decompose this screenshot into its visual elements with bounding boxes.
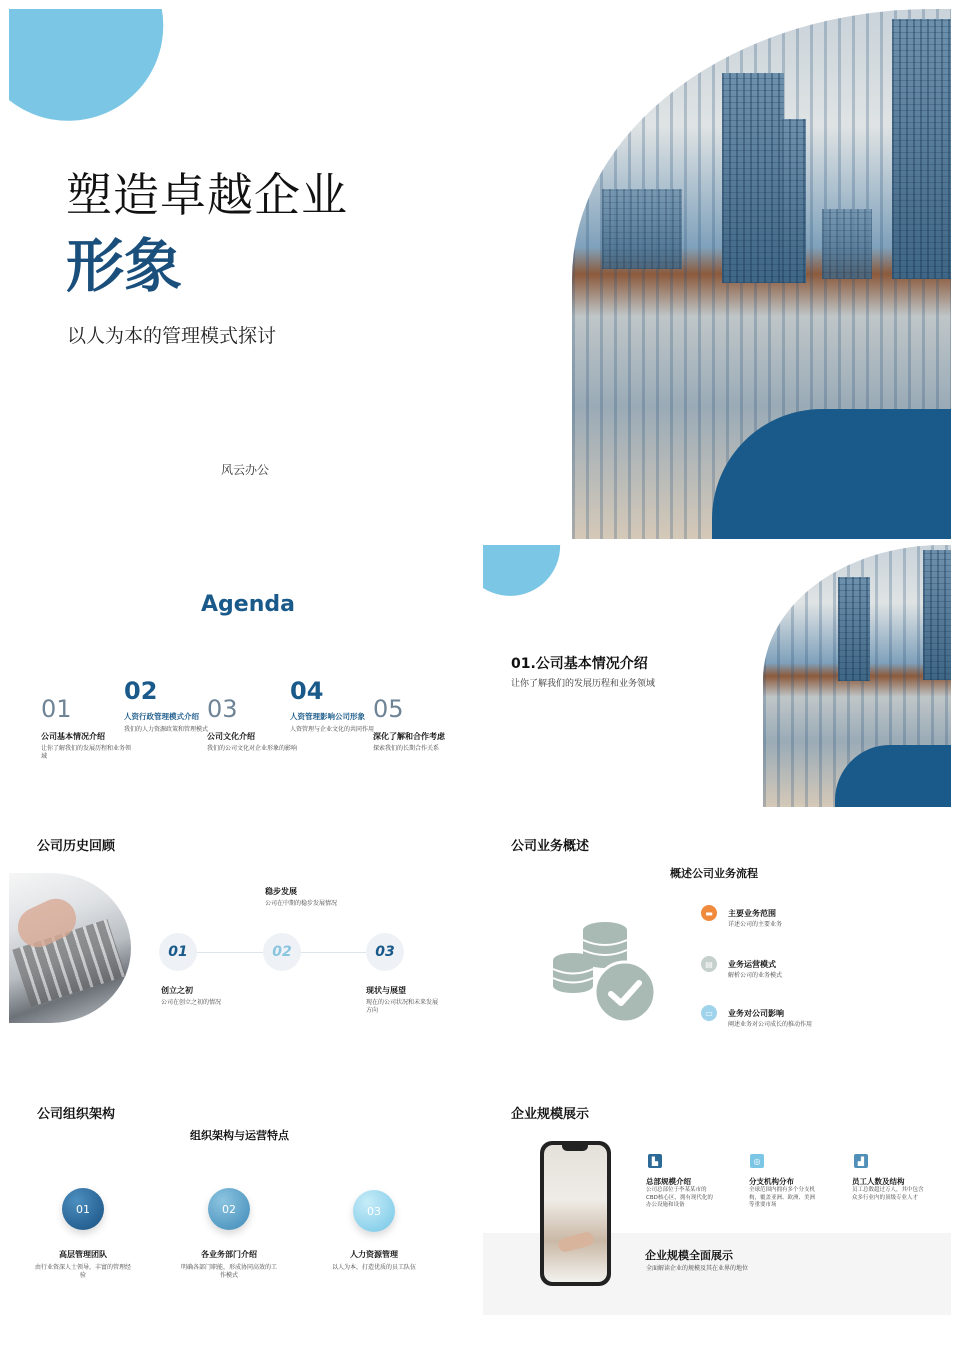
agenda-title-01: 公司基本情况介绍 bbox=[41, 732, 105, 741]
history-step-01-title: 创立之初 bbox=[161, 986, 193, 995]
cover-subtitle: 以人为本的管理模式探讨 bbox=[67, 325, 277, 347]
org-item-02-ball: 02 bbox=[208, 1188, 250, 1230]
history-step-02-desc: 公司在中期的稳步发展情况 bbox=[265, 900, 338, 907]
cover-slide bbox=[9, 9, 951, 539]
org-item-01-ball: 01 bbox=[62, 1188, 104, 1230]
scale-item-3-desc: 员工总数超过万人，其中包含众多行业内的顶级专业人才 bbox=[852, 1187, 924, 1201]
agenda-title: Agenda bbox=[201, 592, 295, 617]
org-item-02-desc: 明确各部门职能，形成协同高效的工作模式 bbox=[180, 1264, 277, 1280]
scale-item-1-title: 总部规模介绍 bbox=[646, 1177, 691, 1186]
agenda-num-02: 02 bbox=[124, 677, 158, 705]
history-step-02-circle: 02 bbox=[263, 933, 301, 971]
cover-title-line1: 塑造卓越企业 bbox=[66, 168, 348, 222]
history-step-01-circle: 01 bbox=[159, 933, 197, 971]
building-icon: ▙ bbox=[648, 1154, 662, 1168]
agenda-desc-05: 探索我们的长期合作关系 bbox=[373, 745, 440, 752]
business-item-1-desc: 详述公司的主要业务 bbox=[728, 921, 783, 928]
cover-blue-blob bbox=[9, 9, 201, 158]
history-step-01-desc: 公司在创立之初的情况 bbox=[161, 999, 222, 1006]
business-item-2-desc: 解析公司的业务模式 bbox=[728, 972, 783, 979]
org-item-01-desc: 由行业资深人士领导，丰富的管理经验 bbox=[34, 1264, 131, 1280]
scale-title: 企业规模展示 bbox=[511, 1107, 590, 1122]
agenda-num-05: 05 bbox=[373, 695, 404, 723]
section1-blue-blob bbox=[483, 545, 580, 616]
agenda-desc-01: 让你了解我们的发展历程和业务领域 bbox=[41, 745, 132, 761]
business-item-1-icon: ▬ bbox=[701, 905, 717, 921]
agenda-title-05: 深化了解和合作考虑 bbox=[373, 732, 445, 741]
agenda-title-02: 人资行政管理模式介绍 bbox=[124, 712, 199, 721]
section1-desc: 让你了解我们的发展历程和业务领域 bbox=[511, 679, 656, 689]
agenda-slide bbox=[9, 545, 477, 807]
scale-banner-desc: 全面解读企业的规模及其在业界的地位 bbox=[646, 1265, 749, 1272]
business-item-3-title: 业务对公司影响 bbox=[728, 1009, 784, 1018]
history-step-03-title: 现状与展望 bbox=[366, 986, 406, 995]
scale-item-2-desc: 全球范围内拥有多个分支机构，覆盖亚洲、欧洲、美洲等重要市场 bbox=[749, 1187, 816, 1209]
agenda-desc-02: 我们的人力资源政策和管理模式 bbox=[124, 726, 209, 733]
scale-item-2-title: 分支机构分布 bbox=[749, 1177, 794, 1186]
business-item-1-title: 主要业务范围 bbox=[728, 909, 776, 918]
coins-check-icon bbox=[551, 920, 661, 1025]
cover-title-line2: 形象 bbox=[66, 232, 183, 300]
agenda-num-01: 01 bbox=[41, 695, 72, 723]
agenda-num-04: 04 bbox=[290, 677, 324, 705]
phone-mockup bbox=[540, 1141, 611, 1286]
org-item-02-title: 各业务部门介绍 bbox=[201, 1250, 257, 1259]
org-subtitle: 组织架构与运营特点 bbox=[190, 1129, 289, 1142]
agenda-title-03: 公司文化介绍 bbox=[207, 732, 255, 741]
cover-author: 风云办公 bbox=[221, 463, 270, 477]
business-item-2-icon: ▤ bbox=[701, 956, 717, 972]
org-item-03-desc: 以人为本，打造优质的员工队伍 bbox=[331, 1264, 416, 1271]
scale-banner-title: 企业规模全面展示 bbox=[645, 1249, 733, 1262]
history-calculator-image bbox=[9, 873, 131, 1023]
history-title: 公司历史回顾 bbox=[37, 839, 116, 854]
agenda-num-03: 03 bbox=[207, 695, 238, 723]
agenda-title-04: 人资管理影响公司形象 bbox=[290, 712, 365, 721]
agenda-desc-04: 人资管理与企业文化的共同作用 bbox=[290, 726, 375, 733]
org-item-01-title: 高层管理团队 bbox=[59, 1250, 107, 1259]
section1-title: 01.公司基本情况介绍 bbox=[511, 656, 648, 672]
org-title: 公司组织架构 bbox=[37, 1107, 116, 1122]
scale-slide bbox=[483, 1083, 951, 1345]
section1-slide bbox=[483, 545, 951, 807]
branch-icon: ◎ bbox=[750, 1154, 764, 1168]
history-step-03-desc: 现在的公司状况和未来发展方向 bbox=[366, 999, 439, 1015]
org-slide bbox=[9, 1083, 477, 1345]
history-slide bbox=[9, 815, 477, 1077]
org-item-03-ball: 03 bbox=[353, 1190, 395, 1232]
scale-item-1-desc: 公司总部位于李某某市的CBD核心区，拥有现代化的办公设施和设备 bbox=[646, 1187, 713, 1209]
business-title: 公司业务概述 bbox=[511, 839, 590, 854]
org-item-03-title: 人力资源管理 bbox=[350, 1250, 398, 1259]
business-item-3-desc: 阐述业务对公司成长的推动作用 bbox=[728, 1021, 813, 1028]
business-item-2-title: 业务运营模式 bbox=[728, 960, 776, 969]
staff-icon: ▟ bbox=[854, 1154, 868, 1168]
business-slide bbox=[483, 815, 951, 1077]
business-item-3-icon: ▭ bbox=[701, 1005, 717, 1021]
scale-item-3-title: 员工人数及结构 bbox=[852, 1177, 905, 1186]
history-step-02-title: 稳步发展 bbox=[265, 887, 297, 896]
agenda-desc-03: 我们的公司文化对企业形象的影响 bbox=[207, 745, 298, 752]
business-subtitle: 概述公司业务流程 bbox=[670, 867, 758, 880]
history-step-03-circle: 03 bbox=[366, 933, 404, 971]
